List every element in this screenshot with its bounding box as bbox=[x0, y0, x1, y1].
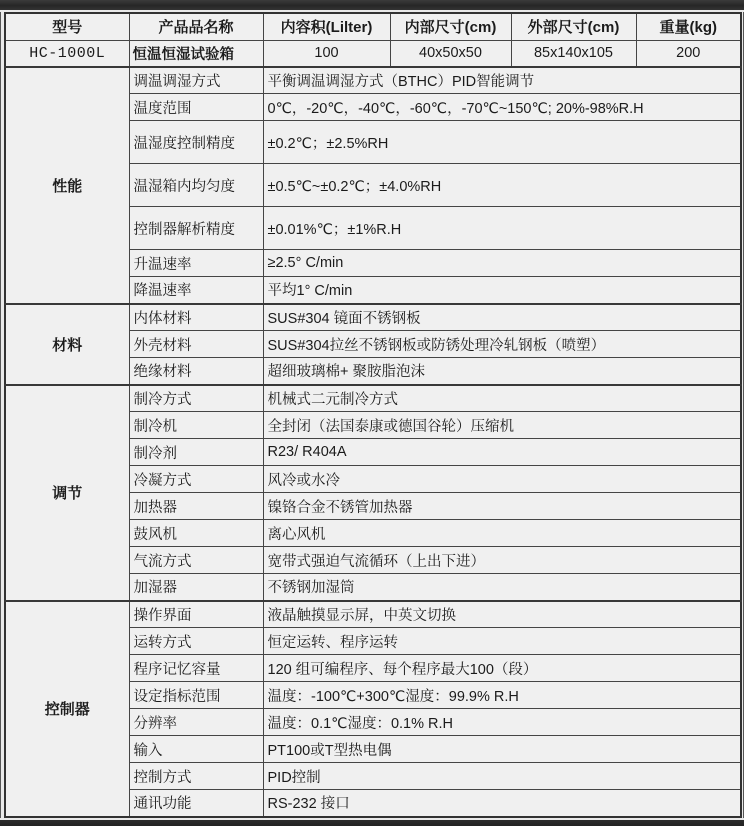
spec-table-body bbox=[5, 40, 741, 817]
attribute-name: 设定指标范围 bbox=[129, 682, 263, 709]
attribute-name: 程序记忆容量 bbox=[129, 655, 263, 682]
product-weight: 200 bbox=[636, 40, 741, 67]
attribute-value: 不锈钢加湿筒 bbox=[263, 574, 741, 601]
spec-table bbox=[4, 12, 742, 818]
product-volume: 100 bbox=[263, 40, 390, 67]
spec-row bbox=[5, 385, 741, 412]
attribute-value: 恒定运转、程序运转 bbox=[263, 628, 741, 655]
attribute-value: 机械式二元制冷方式 bbox=[263, 385, 741, 412]
attribute-name: 温湿箱内均匀度 bbox=[129, 164, 263, 207]
attribute-value: 120 组可编程序、每个程序最大100（段） bbox=[263, 655, 741, 682]
spec-row bbox=[5, 67, 741, 94]
header-inner-size: 内部尺寸(cm) bbox=[390, 13, 511, 40]
attribute-value: ±0.01%℃；±1%R.H bbox=[263, 207, 741, 250]
attribute-value: ≥2.5° C/min bbox=[263, 250, 741, 277]
attribute-name: 控制方式 bbox=[129, 763, 263, 790]
attribute-name: 加湿器 bbox=[129, 574, 263, 601]
section-label: 材料 bbox=[5, 304, 129, 385]
product-model: HC-1000L bbox=[5, 40, 129, 67]
attribute-name: 内体材料 bbox=[129, 304, 263, 331]
section-label: 控制器 bbox=[5, 601, 129, 817]
section-label: 性能 bbox=[5, 67, 129, 304]
attribute-name: 分辨率 bbox=[129, 709, 263, 736]
spec-row bbox=[5, 304, 741, 331]
top-edge-bar bbox=[0, 0, 744, 10]
attribute-name: 绝缘材料 bbox=[129, 358, 263, 385]
attribute-value: SUS#304拉丝不锈钢板或防锈处理冷轧钢板（喷塑） bbox=[263, 331, 741, 358]
attribute-value: 镍铬合金不锈管加热器 bbox=[263, 493, 741, 520]
attribute-name: 控制器解析精度 bbox=[129, 207, 263, 250]
attribute-value: 宽带式强迫气流循环（上出下进） bbox=[263, 547, 741, 574]
product-outer-size: 85x140x105 bbox=[511, 40, 636, 67]
attribute-value: 0℃，-20℃，-40℃，-60℃，-70℃~150℃; 20%-98%R.H bbox=[263, 94, 741, 121]
attribute-value: 离心风机 bbox=[263, 520, 741, 547]
attribute-value: 平均1° C/min bbox=[263, 277, 741, 304]
attribute-name: 制冷方式 bbox=[129, 385, 263, 412]
attribute-value: ±0.2℃；±2.5%RH bbox=[263, 121, 741, 164]
header-outer-size: 外部尺寸(cm) bbox=[511, 13, 636, 40]
attribute-value: 液晶触摸显示屏，中英文切换 bbox=[263, 601, 741, 628]
attribute-name: 外壳材料 bbox=[129, 331, 263, 358]
product-row bbox=[5, 40, 741, 67]
attribute-value: PID控制 bbox=[263, 763, 741, 790]
header-product-name: 产品品名称 bbox=[129, 13, 263, 40]
attribute-name: 冷凝方式 bbox=[129, 466, 263, 493]
header-weight: 重量(kg) bbox=[636, 13, 741, 40]
attribute-name: 输入 bbox=[129, 736, 263, 763]
attribute-name: 温湿度控制精度 bbox=[129, 121, 263, 164]
attribute-name: 降温速率 bbox=[129, 277, 263, 304]
attribute-name: 温度范围 bbox=[129, 94, 263, 121]
product-inner-size: 40x50x50 bbox=[390, 40, 511, 67]
attribute-value: 风冷或水冷 bbox=[263, 466, 741, 493]
attribute-name: 鼓风机 bbox=[129, 520, 263, 547]
header-row bbox=[5, 13, 741, 40]
attribute-name: 调温调湿方式 bbox=[129, 67, 263, 94]
attribute-value: 温度：0.1℃湿度：0.1% R.H bbox=[263, 709, 741, 736]
attribute-name: 升温速率 bbox=[129, 250, 263, 277]
spec-table-header bbox=[5, 13, 741, 40]
attribute-value: PT100或T型热电偶 bbox=[263, 736, 741, 763]
attribute-name: 气流方式 bbox=[129, 547, 263, 574]
attribute-value: 超细玻璃棉+ 聚胺脂泡沫 bbox=[263, 358, 741, 385]
attribute-value: RS-232 接口 bbox=[263, 790, 741, 817]
attribute-name: 制冷剂 bbox=[129, 439, 263, 466]
product-name: 恒温恒湿试验箱 bbox=[129, 40, 263, 67]
attribute-name: 操作界面 bbox=[129, 601, 263, 628]
attribute-value: 平衡调温调湿方式（BTHC）PID智能调节 bbox=[263, 67, 741, 94]
attribute-name: 通讯功能 bbox=[129, 790, 263, 817]
attribute-name: 制冷机 bbox=[129, 412, 263, 439]
attribute-value: SUS#304 镜面不锈钢板 bbox=[263, 304, 741, 331]
attribute-value: ±0.5℃~±0.2℃；±4.0%RH bbox=[263, 164, 741, 207]
bottom-edge-bar bbox=[0, 820, 744, 826]
attribute-name: 运转方式 bbox=[129, 628, 263, 655]
section-label: 调节 bbox=[5, 385, 129, 601]
attribute-value: 温度：-100℃+300℃湿度：99.9% R.H bbox=[263, 682, 741, 709]
attribute-value: R23/ R404A bbox=[263, 439, 741, 466]
attribute-name: 加热器 bbox=[129, 493, 263, 520]
attribute-value: 全封闭（法国泰康或德国谷轮）压缩机 bbox=[263, 412, 741, 439]
spec-row bbox=[5, 601, 741, 628]
header-model: 型号 bbox=[5, 13, 129, 40]
table-frame bbox=[0, 12, 744, 818]
header-volume: 内容积(Lilter) bbox=[263, 13, 390, 40]
